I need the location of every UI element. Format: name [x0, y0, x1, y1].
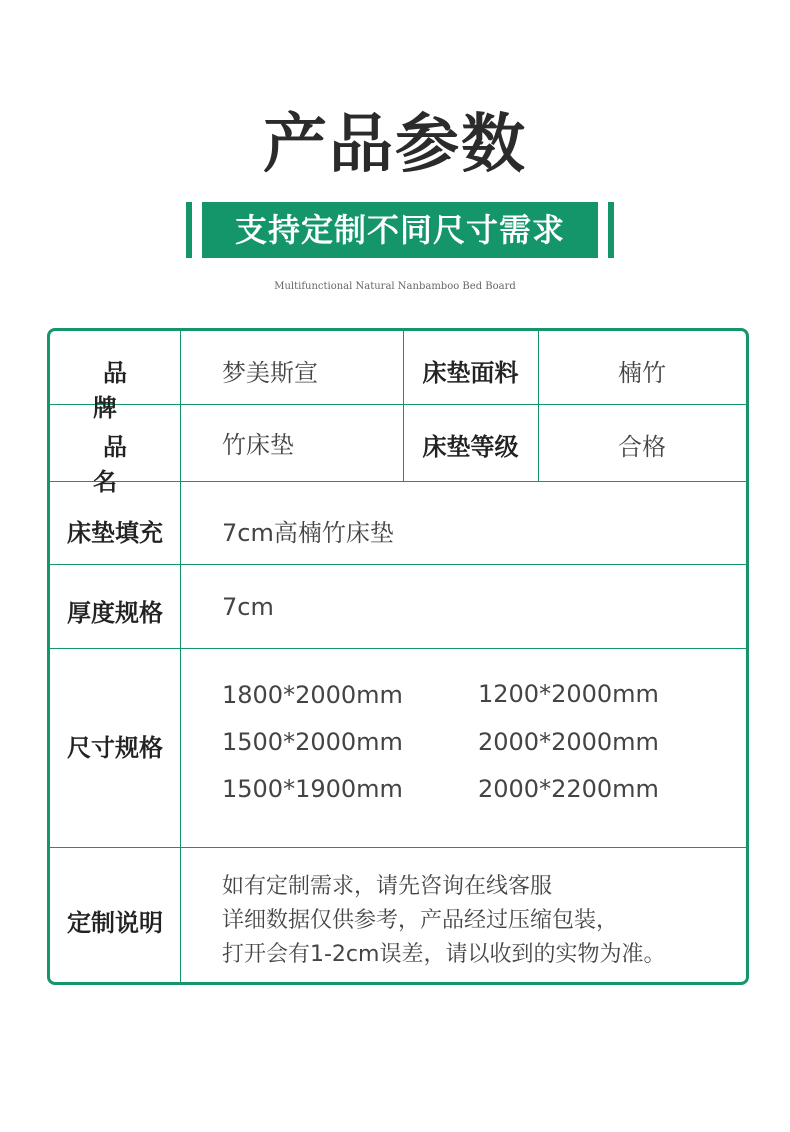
grade-label: 床垫等级 [422, 433, 519, 461]
sizes-label: 尺寸规格 [67, 734, 163, 762]
subtitle: Multifunctional Natural Nanbamboo Bed Board [274, 281, 516, 292]
name-label: 品 名 [93, 433, 147, 496]
fabric-label: 床垫面料 [422, 359, 519, 387]
size-item: 2000*2200mm [478, 775, 659, 803]
fill-value: 7cm高楠竹床垫 [222, 519, 394, 547]
size-item: 1500*2000mm [222, 728, 403, 756]
banner-right-bar [608, 202, 614, 258]
size-item: 2000*2000mm [478, 728, 659, 756]
row-divider [50, 648, 746, 649]
custom-note-line: 打开会有1-2cm误差，请以收到的实物为准。 [222, 942, 666, 967]
spec-table [47, 328, 749, 985]
banner: 支持定制不同尺寸需求 [202, 202, 598, 258]
row-divider [50, 564, 746, 565]
size-item: 1500*1900mm [222, 775, 403, 803]
brand-label: 品 牌 [93, 359, 147, 422]
fill-label: 床垫填充 [67, 519, 163, 547]
banner-left-bar [186, 202, 192, 258]
custom-label: 定制说明 [67, 909, 163, 937]
column-divider [180, 331, 181, 982]
name-value: 竹床垫 [222, 431, 294, 459]
thickness-value: 7cm [222, 593, 274, 621]
row-divider [50, 847, 746, 848]
fabric-value: 楠竹 [618, 359, 666, 387]
grade-value: 合格 [618, 433, 666, 461]
page-title: 产品参数 [263, 108, 527, 182]
size-item: 1800*2000mm [222, 681, 403, 709]
custom-note-line: 如有定制需求，请先咨询在线客服 [222, 874, 553, 899]
thickness-label: 厚度规格 [67, 599, 163, 627]
custom-note-line: 详细数据仅供参考，产品经过压缩包装， [222, 908, 619, 933]
size-item: 1200*2000mm [478, 680, 659, 708]
brand-value: 梦美斯宣 [222, 359, 318, 387]
